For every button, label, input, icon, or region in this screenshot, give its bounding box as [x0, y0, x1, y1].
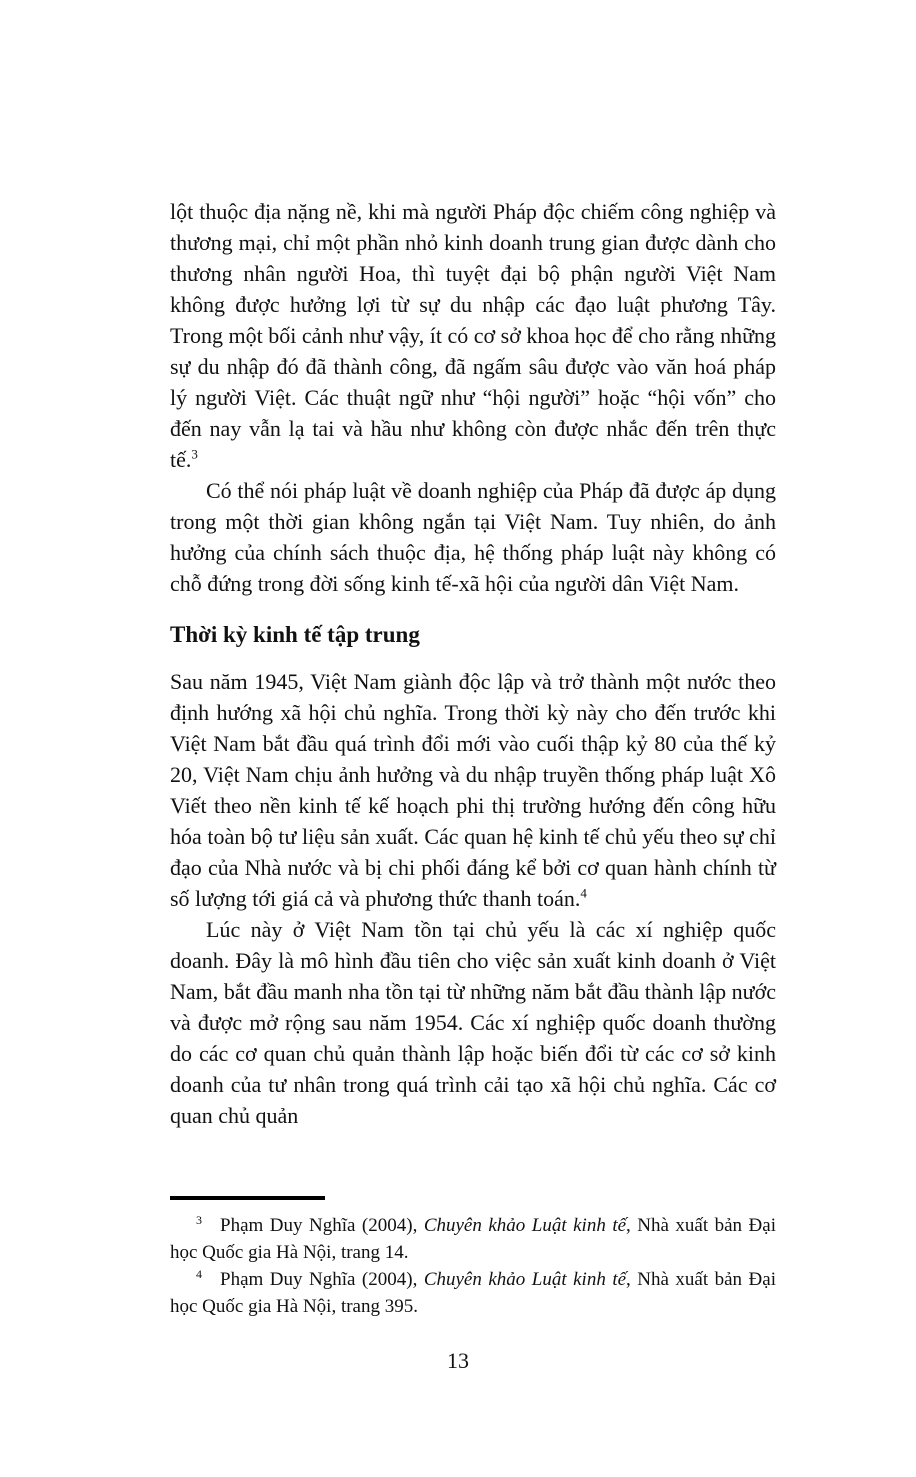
paragraph-text: Sau năm 1945, Việt Nam giành độc lập và trở thành một nước theo định hướng xã hội chủ nghĩa. Trong thời kỳ này cho đến trước khi Việt Nam bắt đầu quá trình đổi mới vào cuối thập kỷ 80 của thế kỷ 20, Việt Nam chịu ảnh hưởng và du nhập truyền thống pháp luật Xô Viết theo nền kinh tế kế hoạch phi thị trường hướng đến công hữu hóa toàn bộ tư liệu sản xuất. Các quan hệ kinh tế chủ yếu theo sự chỉ đạo của Nhà nước và bị chi phối đáng kể bởi cơ quan hành chính từ số lượng tới giá cả và phương thức thanh toán. [170, 669, 776, 911]
footnote-3 [170, 1212, 776, 1266]
paragraph-text: Có thể nói pháp luật về doanh nghiệp của Pháp đã được áp dụng trong một thời gian không ngắn tại Việt Nam. Tuy nhiên, do ảnh hưởng của chính sách thuộc địa, hệ thống pháp luật này không có chỗ đứng trong đời sống kinh tế-xã hội của người dân Việt Nam. [170, 478, 776, 596]
page-number: 13 [447, 1348, 469, 1373]
footnote-text: Phạm Duy Nghĩa (2004), [220, 1215, 424, 1236]
section-heading: Thời kỳ kinh tế tập trung [170, 622, 420, 647]
paragraph-state-enterprises [170, 914, 776, 1131]
paragraph-text: Lúc này ở Việt Nam tồn tại chủ yếu là các xí nghiệp quốc doanh. Đây là mô hình đầu tiên cho việc sản xuất kinh doanh ở Việt Nam, bắt đầu manh nha tồn tại từ những năm bắt đầu thành lập nước và được mở rộng sau năm 1954. Các xí nghiệp quốc doanh thường do các cơ quan chủ quản thành lập hoặc biến đổi từ các cơ sở kinh doanh của tư nhân trong quá trình cải tạo xã hội chủ nghĩa. Các cơ quan chủ quản [170, 917, 776, 1128]
body-text [170, 196, 776, 1131]
footnote-text: , Nhà xuất bản Đại học Quốc gia Hà Nội, trang 395. [170, 1269, 776, 1317]
footnote-book-title: Chuyên khảo Luật kinh tế [423, 1269, 627, 1290]
paragraph-colonial-law [170, 196, 776, 475]
footnote-reference-4: 4 [580, 885, 587, 901]
paragraph-text: lột thuộc địa nặng nề, khi mà người Pháp độc chiếm công nghiệp và thương mại, chỉ một phần nhỏ kinh doanh trung gian được dành cho thương nhân người Hoa, thì tuyệt đại bộ phận người Việt Nam không được hưởng lợi từ sự du nhập các đạo luật phương Tây. Trong một bối cảnh như vậy, ít có cơ sở khoa học để cho rằng những sự du nhập đó đã thành công, đã ngấm sâu được vào văn hoá pháp lý người Việt. Các thuật ngữ như “hội người” hoặc “hội vốn” cho đến nay vẫn lạ tai và hầu như không còn được nhắc đến trên thực tế. [170, 199, 776, 472]
footnote-reference-3: 3 [191, 446, 198, 462]
footnote-text: , Nhà xuất bản Đại học Quốc gia Hà Nội, trang 14. [170, 1215, 776, 1263]
footnote-marker: 4 [196, 1266, 202, 1281]
footnote-4 [170, 1266, 776, 1320]
footnote-marker: 3 [196, 1212, 202, 1227]
paragraph-french-law-conclusion [170, 475, 776, 599]
paragraph-planned-economy [170, 666, 776, 914]
footnote-text: Phạm Duy Nghĩa (2004), [220, 1269, 424, 1290]
footnote-separator-rule [170, 1196, 325, 1200]
footnotes-section [170, 1196, 776, 1320]
footnote-book-title: Chuyên khảo Luật kinh tế [423, 1215, 627, 1236]
